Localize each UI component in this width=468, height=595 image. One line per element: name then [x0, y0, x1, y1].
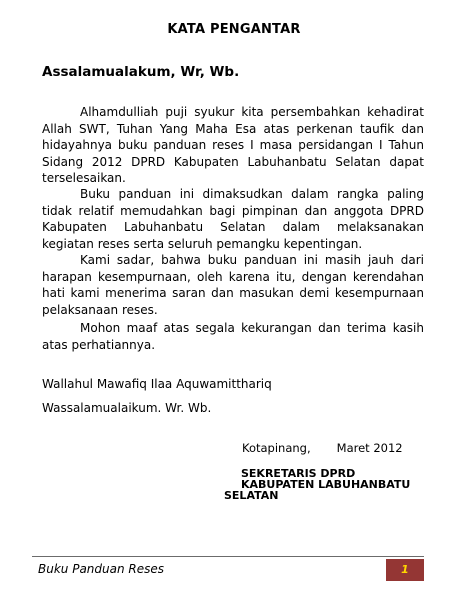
paragraph-4-text: Mohon maaf atas segala kekurangan dan terima kasih atas perhatiannya. [42, 321, 424, 352]
page-number-box [386, 559, 424, 581]
paragraph-2 [42, 186, 424, 252]
paragraph-3-text: Kami sadar, bahwa buku panduan ini masih jauh dari harapan kesempurnaan, oleh karena itu, dengan kerendahan hati kami menerima saran dan masukan demi kesempurnaan pelaksanaan reses. [42, 253, 424, 317]
footer-label: Buku Panduan Reses [38, 562, 165, 576]
closing-line-1: Wallahul Mawafiq Ilaa Aquwamitthariq [42, 377, 272, 391]
signatory-line-3: SELATAN [224, 489, 279, 502]
place-date [242, 441, 403, 455]
paragraph-1-text: Alhamdulliah puji syukur kita persembahkan kehadirat Allah SWT, Tuhan Yang Maha Esa atas perkenan taufik dan hidayahnya buku panduan reses I masa persidangan I Tahun Sidang 2012 DPRD Kabupaten Labuhanbatu Selatan dapat terselesaikan. [42, 105, 424, 185]
paragraph-1 [42, 104, 424, 187]
signatory-line-1: SEKRETARIS DPRD [241, 467, 356, 480]
footer-divider [32, 556, 424, 557]
place: Kotapinang, [242, 441, 311, 455]
paragraph-4 [42, 320, 424, 353]
signatory-line-2: KABUPATEN LABUHANBATU [241, 478, 411, 491]
date: Maret 2012 [336, 441, 403, 455]
page-title: KATA PENGANTAR [167, 22, 301, 37]
paragraph-3 [42, 252, 424, 318]
closing-line-2: Wassalamualaikum. Wr. Wb. [42, 401, 212, 415]
page-number: 1 [401, 563, 409, 576]
greeting: Assalamualakum, Wr, Wb. [42, 64, 240, 80]
paragraph-2-text: Buku panduan ini dimaksudkan dalam rangka paling tidak relatif memudahkan bagi pimpinan dan anggota DPRD Kabupaten Labuhanbatu Selatan dalam melaksanakan kegiatan reses serta seluruh pemangku kepentingan. [42, 187, 424, 251]
